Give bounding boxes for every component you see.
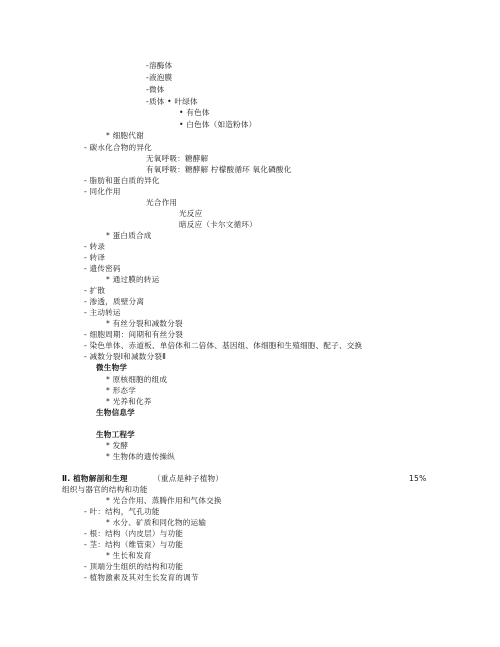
outline-item-prokaryote: * 原核细胞的组成 (106, 375, 168, 384)
outline-item-meiosis: - 减数分裂Ⅰ和减数分裂Ⅱ (84, 352, 167, 361)
outline-item-transcription: - 转录 (84, 242, 106, 251)
outline-item-plastid: -质体 • 叶绿体 (146, 97, 198, 106)
outline-heading-transport: * 水分、矿质和同化物的运输 (106, 518, 207, 527)
outline-heading-protein-synthesis: * 蛋白质合成 (106, 231, 152, 240)
outline-item-active-transport: - 主动转运 (84, 308, 121, 317)
outline-item-dark-reaction: 暗反应（卡尔文循环） (179, 220, 257, 229)
outline-heading-mitosis-meiosis: * 有丝分裂和减数分裂 (106, 319, 183, 328)
outline-item-light-reaction: 光反应 (179, 209, 203, 218)
outline-item-diffusion: - 扩散 (84, 286, 106, 295)
outline-item-osmosis: - 渗透，质壁分离 (84, 297, 145, 306)
outline-item-anabolism: - 同化作用 (84, 187, 121, 196)
outline-item-genetic-manipulation: * 生物体的遗传操纵 (106, 452, 175, 461)
section-weight: 15% (409, 474, 427, 483)
outline-item-photosynthesis: 光合作用 (146, 198, 178, 207)
outline-item-aerobic: 有氧呼吸：糖酵解 柠檬酸循环 氧化磷酸化 (146, 165, 292, 174)
outline-item-apical-meristem: - 顶端分生组织的结构和功能 (84, 562, 184, 571)
outline-heading-cell-metabolism: * 细胞代谢 (106, 131, 144, 140)
outline-item-fermentation: * 发酵 (106, 441, 129, 450)
outline-item-chromoplast: • 有色体 (179, 108, 210, 117)
outline-item-phototroph: * 光养和化养 (106, 397, 152, 406)
outline-item-morphology: * 形态学 (106, 386, 136, 395)
outline-item-chromatid-terms: - 染色单体、赤道板、单倍体和二倍体、基因组、体细胞和生殖细胞、配子、交换 (84, 341, 363, 350)
section-heading-bioengineering: 生物工程学 (96, 430, 135, 439)
section-heading-plant-anatomy: Ⅱ. 植物解剖和生理 (62, 474, 128, 483)
outline-item-lysosome: -溶酶体 (146, 61, 173, 70)
outline-item-leaf: - 叶：结构，气孔功能 (84, 507, 160, 516)
outline-item-vacuole-membrane: -液泡膜 (146, 73, 173, 82)
outline-item-fat-protein-catabolism: - 脂肪和蛋白质的异化 (84, 176, 160, 185)
section-heading-bioinformatics: 生物信息学 (96, 408, 135, 417)
outline-item-stem: - 茎：结构（维管束）与功能 (84, 540, 184, 549)
outline-item-carbohydrate-catabolism: - 碳水化合物的异化 (84, 143, 152, 152)
outline-heading-photosynthesis: * 光合作用、蒸腾作用和气体交换 (106, 496, 222, 505)
outline-heading-growth: * 生长和发育 (106, 551, 152, 560)
outline-item-microbody: -微体 (146, 85, 165, 94)
outline-item-genetic-code: - 遗传密码 (84, 264, 121, 273)
subsection-heading-tissues: 组织与器官的结构和功能 (62, 485, 148, 494)
section-heading-note: （重点是种子植物） (153, 474, 224, 483)
outline-item-leucoplast: • 白色体（如造粉体） (179, 120, 257, 129)
outline-item-anaerobic: 无氧呼吸：糖酵解 (146, 154, 209, 163)
outline-item-cell-cycle: - 细胞周期：间期和有丝分裂 (84, 330, 184, 339)
outline-item-translation: - 转译 (84, 253, 106, 262)
outline-item-root: - 根：结构（内皮层）与功能 (84, 529, 184, 538)
outline-item-plant-hormones: - 植物激素及其对生长发育的调节 (84, 573, 199, 582)
section-heading-microbiology: 微生物学 (96, 363, 128, 372)
outline-heading-membrane-transport: * 通过膜的转运 (106, 275, 160, 284)
